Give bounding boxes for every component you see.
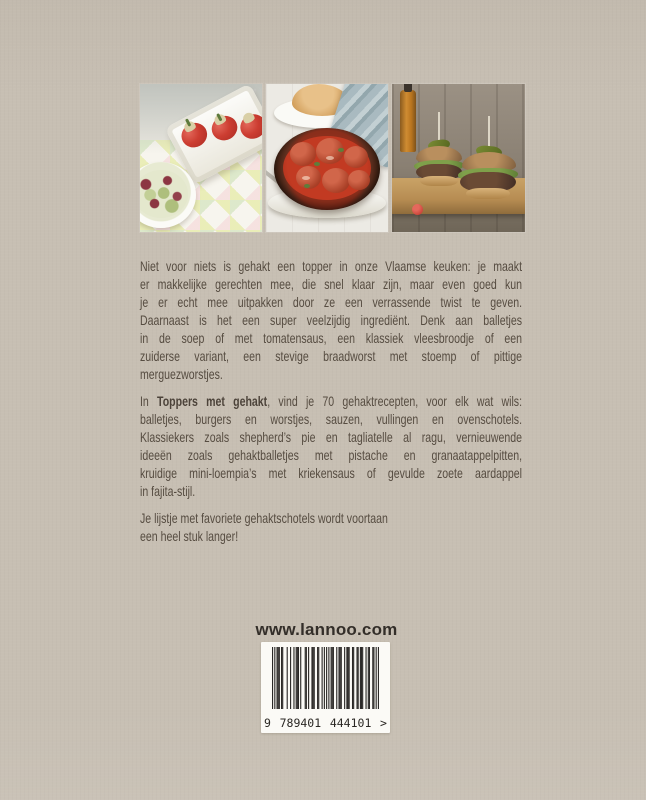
barcode-digit-group: 9 xyxy=(264,716,271,730)
meatball xyxy=(344,146,368,168)
blurb-line: in de soep of met tomatensaus, een klassiek vleesbroodje of een xyxy=(140,330,523,346)
blurb-text xyxy=(140,257,522,554)
barcode-digit-group: 444101 xyxy=(329,716,372,730)
barcode-digits xyxy=(264,716,387,730)
publisher-website: www.lannoo.com xyxy=(255,620,398,639)
photo-stuffed-tomatoes xyxy=(140,84,262,232)
blurb-line: Je lijstje met favoriete gehaktschotels wordt voortaan xyxy=(140,510,388,526)
stuffed-tomato xyxy=(207,111,241,144)
stuffed-tomato xyxy=(177,118,211,151)
meatball xyxy=(348,170,370,190)
bun-bottom xyxy=(420,176,458,186)
basil-leaf xyxy=(338,148,344,152)
photo-burgers xyxy=(392,84,525,232)
blurb-line: Klassiekers zoals shepherd’s pie en tagliatelle al ragu, vernieuwende xyxy=(140,429,523,445)
bun-bottom xyxy=(466,188,510,199)
blurb-line: kruidige mini-loempia’s met kriekensaus of gevulde zoete aardappel xyxy=(140,465,523,481)
blurb-line: een heel stuk langer! xyxy=(140,528,239,544)
blurb-line: Daarnaast is het een super veelzijdig ingrediënt. Denk aan balletjes xyxy=(140,312,523,328)
blurb-line: zuiderse variant, een stevige braadworst met stoemp of pittige xyxy=(140,348,523,364)
blurb-line: In Toppers met gehakt, vind je 70 gehaktrecepten, voor elk wat wils: xyxy=(140,393,523,409)
barcode-digit-group: 789401 xyxy=(279,716,322,730)
blurb-line: merguezworstjes. xyxy=(140,366,223,382)
stuffed-tomato xyxy=(236,110,262,143)
blurb-line: Niet voor niets is gehakt een topper in onze Vlaamse keuken: je maakt xyxy=(140,258,523,274)
basil-leaf xyxy=(304,184,310,188)
copper-pan xyxy=(274,128,380,210)
blurb-line: er makkelijke gerechten mee, die snel klaar zijn, maar even goed kun xyxy=(140,276,523,292)
barcode-digit-group: > xyxy=(380,716,387,730)
barcode xyxy=(261,642,390,733)
sauce-bottle xyxy=(400,90,416,152)
meatball xyxy=(322,168,350,193)
blurb-line: balletjes, burgers en worstjes, sauzen, vullingen en ovenschotels. xyxy=(140,411,523,427)
sauce-glint xyxy=(302,176,310,180)
sauce-glint xyxy=(326,156,334,160)
cherry-tomato xyxy=(412,204,423,215)
photo-meatballs xyxy=(266,84,388,232)
barcode-bars xyxy=(272,647,379,709)
blurb-line: ideeën zoals gehaktballetjes met pistache en granaatappelpitten, xyxy=(140,447,523,463)
blurb-line: je er echt mee uitpakken door ze een verrassende twist te geven. xyxy=(140,294,523,310)
basil-leaf xyxy=(314,162,320,166)
blurb-line: in fajita-stijl. xyxy=(140,483,196,499)
meatball xyxy=(290,142,316,166)
